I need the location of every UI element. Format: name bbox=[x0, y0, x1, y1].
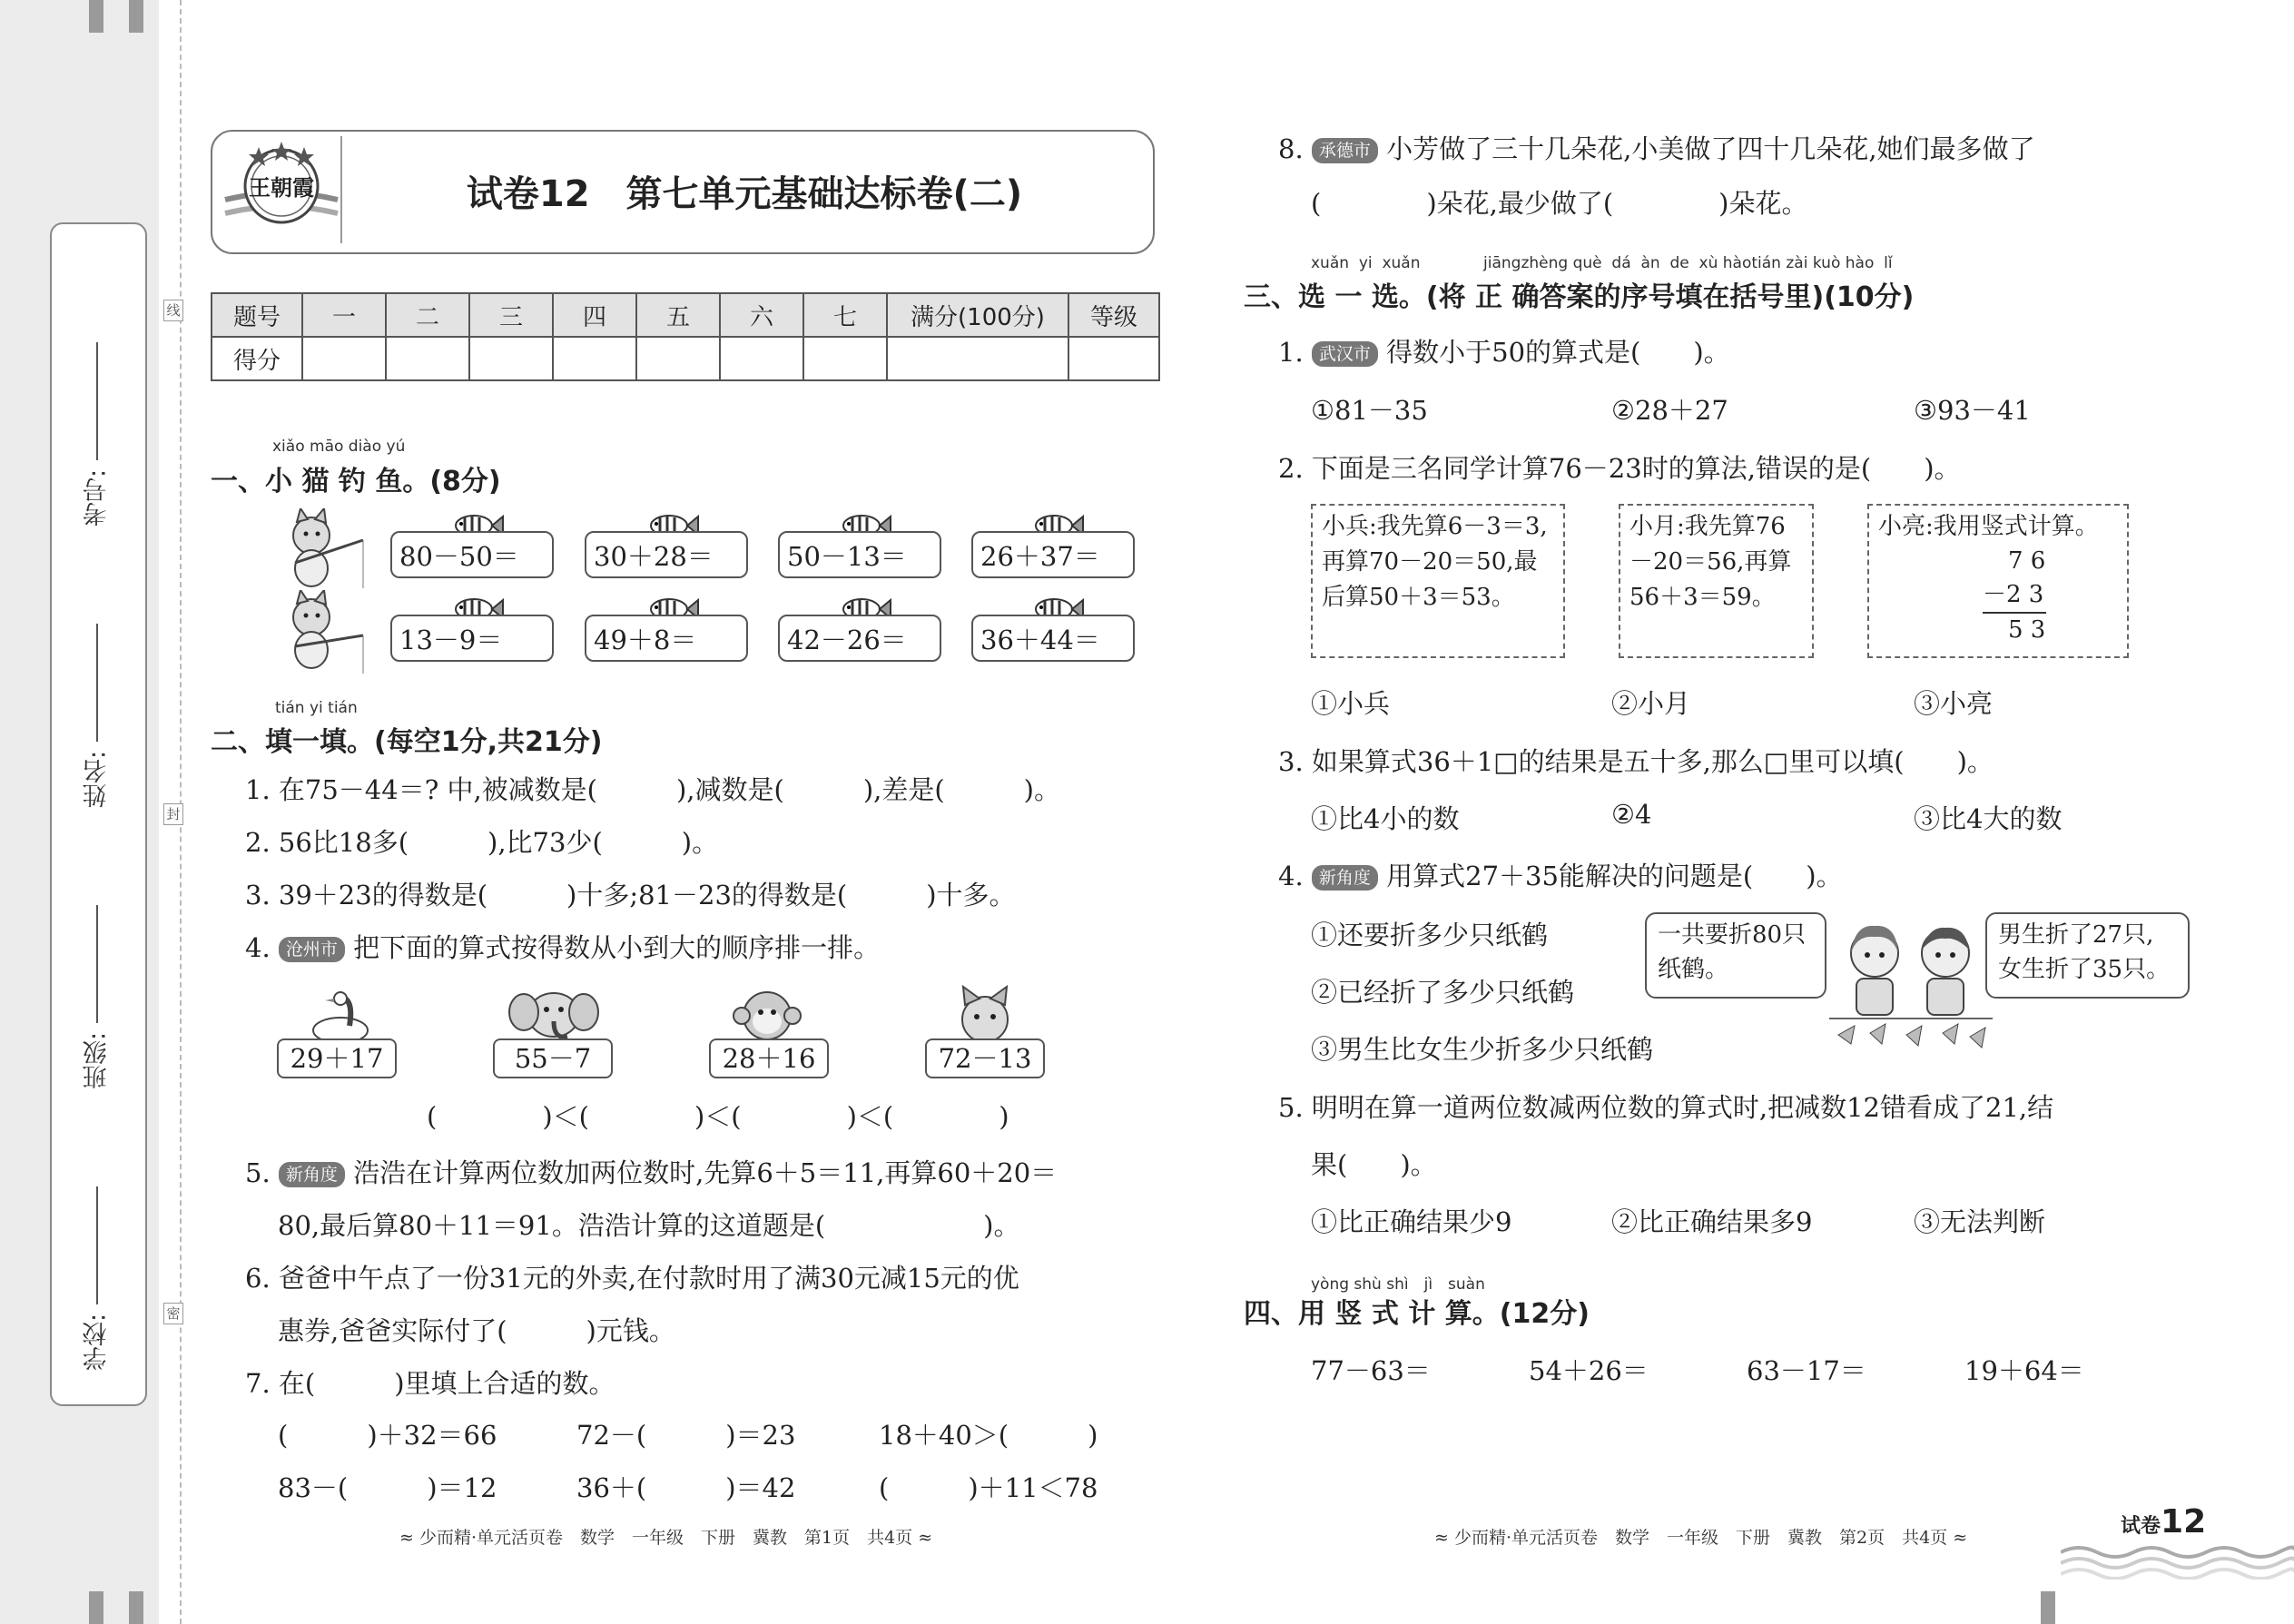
question-2-5: 5. 新角度 浩浩在计算两位数加两位数时,先算6＋5＝11,再算60＋20＝ bbox=[245, 1157, 1058, 1188]
page-label: 试卷12 bbox=[2115, 1503, 2211, 1540]
page-title: 试卷12 第七单元基础达标卷(二) bbox=[466, 173, 1023, 215]
question-2-8: 8. 承德市 小芳做了三十几朵花,小美做了四十几朵花,她们最多做了 bbox=[1278, 133, 2035, 164]
section3-pinyin: jiāngzhèng què dá àn de xù hàotián zài kuò hào lǐ bbox=[1483, 254, 1893, 272]
fish-equation[interactable]: 42－26＝ bbox=[778, 615, 941, 662]
table-header-cell: 满分(100分) bbox=[887, 293, 1068, 337]
question-2-8-cont: ( )朵花,最少做了( )朵花。 bbox=[1311, 188, 1808, 219]
table-header-cell: 四 bbox=[553, 293, 636, 337]
table-header-cell: 题号 bbox=[212, 293, 302, 337]
title-divider bbox=[340, 136, 342, 243]
choice-option[interactable]: ③93－41 bbox=[1914, 395, 2031, 426]
section3-heading: 三、选 一 选。(将 正 确答案的序号填在括号里)(10分) bbox=[1244, 281, 1915, 313]
gutter-mark bbox=[89, 0, 103, 33]
choice-option[interactable]: ②4 bbox=[1611, 799, 1652, 830]
choice-option[interactable]: ②已经折了多少只纸鹤 bbox=[1311, 977, 1575, 1008]
region-badge: 沧州市 bbox=[279, 937, 345, 962]
question-2-4: 4. 沧州市 把下面的算式按得数从小到大的顺序排一排。 bbox=[245, 932, 881, 963]
question-2-6-cont: 惠券,爸爸实际付了( )元钱。 bbox=[278, 1315, 675, 1346]
question-3-5-cont: 果( )。 bbox=[1311, 1149, 1437, 1180]
children-folding-cranes-icon bbox=[1829, 917, 1993, 1053]
score-label-cell: 得分 bbox=[212, 337, 302, 380]
speech-bubble-left: 一共要折80只纸鹤。 bbox=[1645, 912, 1826, 999]
fish-equation[interactable]: 13－9＝ bbox=[390, 615, 554, 662]
region-badge: 承德市 bbox=[1312, 138, 1378, 163]
elephant-icon bbox=[504, 980, 604, 1044]
question-2-2: 2. 56比18多( ),比73少( )。 bbox=[245, 827, 719, 858]
fish-equation[interactable]: 80－50＝ bbox=[390, 531, 554, 578]
choice-option[interactable]: ③比4大的数 bbox=[1914, 803, 2063, 834]
score-cell[interactable] bbox=[553, 337, 636, 380]
seal-mark: 线 bbox=[163, 300, 183, 321]
page-footer-left: ≈ 少而精·单元活页卷 数学 一年级 下册 冀教 第1页 共4页 ≈ bbox=[399, 1528, 933, 1548]
score-cell[interactable] bbox=[636, 337, 720, 380]
page-footer-right: ≈ 少而精·单元活页卷 数学 一年级 下册 冀教 第2页 共4页 ≈ bbox=[1434, 1528, 1968, 1548]
cat-icon bbox=[949, 985, 1021, 1045]
score-cell[interactable] bbox=[887, 337, 1068, 380]
vertical-calc-item[interactable]: 54＋26＝ bbox=[1529, 1355, 1649, 1386]
choice-option[interactable]: ①比正确结果少9 bbox=[1311, 1206, 1512, 1237]
gutter-mark bbox=[89, 1591, 103, 1624]
speech-bubble-right: 男生折了27只,女生折了35只。 bbox=[1985, 912, 2190, 999]
section4-pinyin: yòng shù shì jì suàn bbox=[1311, 1275, 1485, 1294]
section2-heading: 二、填一填。(每空1分,共21分) bbox=[211, 726, 603, 758]
vertical-calc-item[interactable]: 77－63＝ bbox=[1311, 1355, 1431, 1386]
choice-option[interactable]: ②比正确结果多9 bbox=[1611, 1206, 1813, 1237]
score-cell[interactable] bbox=[469, 337, 553, 380]
table-header-cell: 三 bbox=[469, 293, 553, 337]
method-box-xiaoyue: 小月:我先算76－20＝56,再算56＋3＝59。 bbox=[1619, 504, 1814, 658]
choice-option[interactable]: ②28＋27 bbox=[1611, 395, 1728, 426]
fish-equation[interactable]: 49＋8＝ bbox=[585, 615, 748, 662]
table-header-cell: 等级 bbox=[1068, 293, 1159, 337]
score-cell[interactable] bbox=[386, 337, 469, 380]
question-3-1: 1. 武汉市 得数小于50的算式是( )。 bbox=[1278, 337, 1730, 368]
question-2-7: 7. 在( )里填上合适的数。 bbox=[245, 1368, 615, 1399]
question-2-3: 3. 39＋23的得数是( )十多;81－23的得数是( )十多。 bbox=[245, 880, 1016, 910]
choice-option[interactable]: ③无法判断 bbox=[1914, 1206, 2046, 1237]
question-2-1: 1. 在75－44＝? 中,被减数是( ),减数是( ),差是( )。 bbox=[245, 774, 1060, 805]
cat-fishing-icon bbox=[268, 508, 368, 595]
question-3-4: 4. 新角度 用算式27＋35能解决的问题是( )。 bbox=[1278, 861, 1843, 891]
fill-in-expression[interactable]: 18＋40＞( ) bbox=[879, 1420, 1098, 1451]
order-answer-line[interactable]: ( )＜( )＜( )＜( ) bbox=[427, 1101, 1009, 1132]
fish-equation[interactable]: 36＋44＝ bbox=[971, 615, 1135, 662]
section1-pinyin: xiǎo māo diào yú bbox=[272, 438, 406, 456]
new-angle-badge: 新角度 bbox=[279, 1162, 345, 1187]
section2-pinyin: tián yi tián bbox=[275, 699, 358, 717]
fill-in-expression[interactable]: 83－( )＝12 bbox=[278, 1472, 497, 1503]
choice-option[interactable]: ③男生比女生少折多少只纸鹤 bbox=[1311, 1034, 1654, 1065]
expression-card: 55－7 bbox=[493, 1038, 613, 1078]
method-box-xiaoliang: 小亮:我用竖式计算。 7 6 －2 3 5 3 bbox=[1867, 504, 2129, 658]
exam-number-field[interactable]: 考号: bbox=[65, 309, 129, 527]
score-cell[interactable] bbox=[1068, 337, 1159, 380]
fish-equation[interactable]: 50－13＝ bbox=[778, 531, 941, 578]
expression-card: 28＋16 bbox=[709, 1038, 829, 1078]
choice-option[interactable]: ①小兵 bbox=[1311, 688, 1391, 719]
table-header-cell: 五 bbox=[636, 293, 720, 337]
fish-equation[interactable]: 26＋37＝ bbox=[971, 531, 1135, 578]
question-3-5: 5. 明明在算一道两位数减两位数的算式时,把减数12错看成了21,结 bbox=[1278, 1092, 2054, 1123]
vertical-calc-item[interactable]: 63－17＝ bbox=[1747, 1355, 1866, 1386]
choice-option[interactable]: ①比4小的数 bbox=[1311, 803, 1460, 834]
brand-logo-icon bbox=[218, 136, 345, 243]
table-header-cell: 二 bbox=[386, 293, 469, 337]
question-2-6: 6. 爸爸中午点了一份31元的外卖,在付款时用了满30元减15元的优 bbox=[245, 1263, 1019, 1294]
section4-heading: 四、用 竖 式 计 算。(12分) bbox=[1244, 1298, 1590, 1330]
choice-option[interactable]: ③小亮 bbox=[1914, 688, 1994, 719]
expression-card: 29＋17 bbox=[277, 1038, 397, 1078]
fill-in-expression[interactable]: ( )＋32＝66 bbox=[278, 1420, 497, 1451]
fill-in-expression[interactable]: ( )＋11＜78 bbox=[879, 1472, 1098, 1503]
question-2-5-cont: 80,最后算80＋11＝91。浩浩计算的这道题是( )。 bbox=[278, 1210, 1020, 1241]
name-field[interactable]: 姓名: bbox=[65, 590, 129, 808]
score-cell[interactable] bbox=[720, 337, 803, 380]
expression-card: 72－13 bbox=[925, 1038, 1045, 1078]
school-field[interactable]: 学校: bbox=[65, 1153, 129, 1371]
table-header-cell: 七 bbox=[803, 293, 887, 337]
gutter-mark bbox=[129, 1591, 143, 1624]
goose-icon bbox=[300, 989, 381, 1044]
fish-equation[interactable]: 30＋28＝ bbox=[585, 531, 748, 578]
section3-pinyin: xuǎn yi xuǎn bbox=[1311, 254, 1421, 272]
score-cell[interactable] bbox=[803, 337, 887, 380]
question-3-2: 2. 下面是三名同学计算76－23时的算法,错误的是( )。 bbox=[1278, 453, 1961, 484]
score-cell[interactable] bbox=[302, 337, 386, 380]
choice-option[interactable]: ②小月 bbox=[1611, 688, 1691, 719]
table-header-cell: 一 bbox=[302, 293, 386, 337]
seal-mark: 密 bbox=[163, 1303, 183, 1324]
method-box-xiaobing: 小兵:我先算6－3＝3,再算70－20＝50,最后算50＋3＝53。 bbox=[1311, 504, 1565, 658]
svg-text:王朝霞: 王朝霞 bbox=[249, 174, 314, 201]
table-header-cell: 六 bbox=[720, 293, 803, 337]
gutter-mark bbox=[129, 0, 143, 33]
vertical-calc-item[interactable]: 19＋64＝ bbox=[1964, 1355, 2084, 1386]
cat-fishing-icon bbox=[268, 590, 368, 676]
gutter-mark bbox=[2041, 1591, 2055, 1624]
score-table bbox=[211, 292, 1160, 381]
question-3-3: 3. 如果算式36＋1□的结果是五十多,那么□里可以填( )。 bbox=[1278, 746, 1994, 777]
fill-in-expression[interactable]: 72－( )＝23 bbox=[576, 1420, 796, 1451]
fill-in-expression[interactable]: 36＋( )＝42 bbox=[576, 1472, 796, 1503]
new-angle-badge: 新角度 bbox=[1312, 865, 1378, 891]
choice-option[interactable]: ①81－35 bbox=[1311, 395, 1428, 426]
class-field[interactable]: 班级: bbox=[65, 871, 129, 1089]
seal-mark: 封 bbox=[163, 803, 183, 825]
section1-heading: 一、小 猫 钓 鱼。(8分) bbox=[211, 466, 501, 497]
monkey-icon bbox=[731, 983, 803, 1045]
region-badge: 武汉市 bbox=[1312, 341, 1378, 367]
choice-option[interactable]: ①还要折多少只纸鹤 bbox=[1311, 920, 1549, 950]
